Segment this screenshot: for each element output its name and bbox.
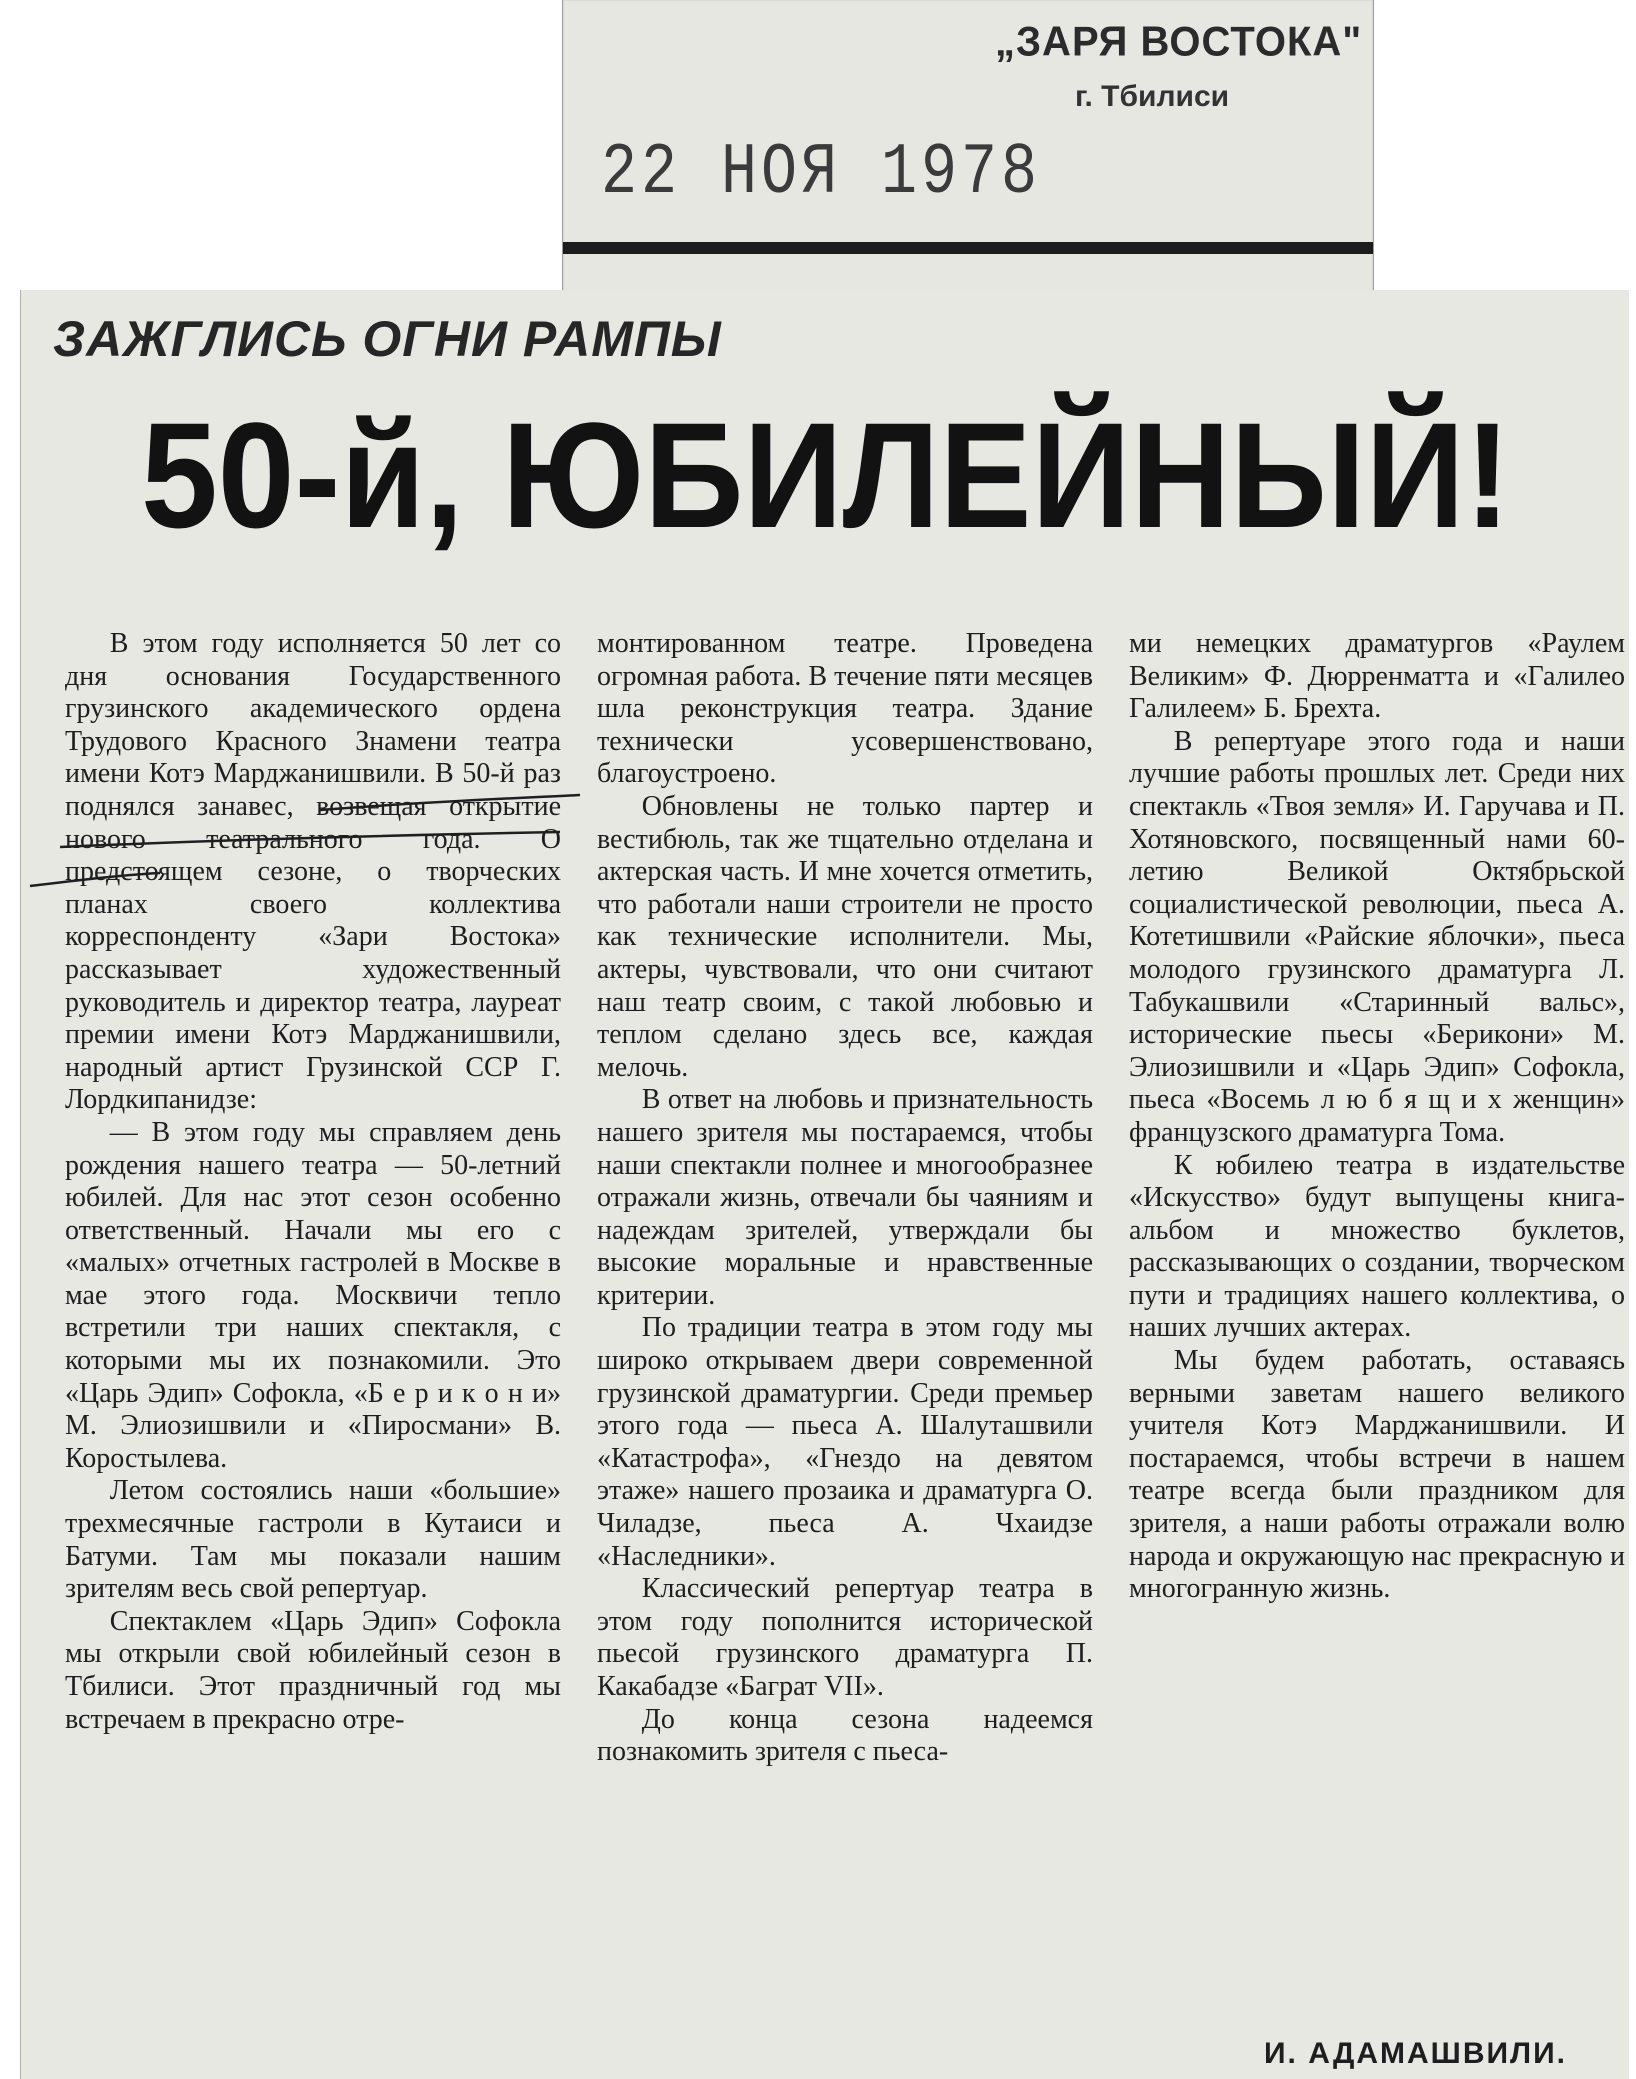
paragraph: — В этом году мы справляем день рождения нашего театра — 50-летний юбилей. Для нас этот сезон особенно ответственный. Начали мы его с «малых» отчетных гастролей в Москве в мае этого года. Москвичи тепло встретили три наших спектакля, с которыми мы их познакомили. Это «Царь Эдип» Софокла, «Б е р и к о н и» М. Элиозишвили и «Пиросмани» В. Коростылева. [65,1116,561,1474]
article-column-3 [1129,628,1625,2058]
paragraph: В репертуаре этого года и наши лучшие работы прошлых лет. Среди них спектакль «Твоя земля» И. Гаручава и П. Хотяновского, посвященный нами 60-летию Великой Октябрьской социалистической революции, пьеса А. Котетишвили «Райские яблочки», пьеса молодого грузинского драматурга Л. Табукашвили «Старинный вальс», исторические пьесы «Берикони» М. Элиозишвили и «Царь Эдип» Софокла, пьеса «Восемь л ю б я щ и х женщин» французского драматурга Тома. [1129,725,1625,1148]
paragraph: монтированном театре. Проведена огромная работа. В течение пяти месяцев шла реконструкция театра. Здание технически усовершенствовано, благоустроено. [597,628,1093,790]
paragraph: Обновлены не только партер и вестибюль, так же тщательно отделана и актерская часть. И мне хочется отметить, что работали наши строители не просто как технические исполнители. Мы, актеры, чувствовали, что они считают наш театр своим, с такой любовью и теплом сделано здесь все, каждая мелочь. [597,790,1093,1083]
stamp-city: г. Тбилиси [1075,80,1230,113]
stamp-date: 22 НОЯ 1978 [601,133,1042,215]
paragraph: Мы будем работать, оставаясь верными заветам нашего великого учителя Котэ Марджанишвили. И постараемся, чтобы встречи в нашем театре всегда были праздником для зрителя, а наши работы отражали волю народа и окружающую нас прекрасную и многогранную жизнь. [1129,1345,1625,1605]
paragraph: К юбилею театра в издательстве «Искусство» будут выпущены книга-альбом и множество буклетов, рассказывающих о создании, творческом пути и традициях нашего коллектива, о наших лучших актерах. [1129,1149,1625,1344]
stamp-newspaper-name: „ЗАРЯ ВОСТОКА" [995,18,1363,66]
article-columns [65,628,1625,2058]
author-signature: И. АДАМАШВИЛИ. [1263,2037,1567,2070]
paragraph: В ответ на любовь и признательность нашего зрителя мы постараемся, чтобы наши спектакли полнее и многообразнее отражали жизнь, отвечали бы чаяниям и надеждам зрителей, утверждали бы высокие моральные и нравственные критерии. [597,1084,1093,1311]
paragraph: Спектаклем «Царь Эдип» Софокла мы открыли свой юбилейный сезон в Тбилиси. Этот праздничный год мы встречаем в прекрасно отре- [65,1605,561,1735]
paragraph: До конца сезона надеемся познакомить зрителя с пьеса- [597,1703,1093,1768]
stamp-divider [563,242,1373,254]
paragraph: По традиции театра в этом году мы широко открываем двери современной грузинской драматургии. Среди премьер этого года — пьеса А. Шалуташвили «Катастрофа», «Гнездо на девятом этаже» нашего прозаика и драматурга О. Чиладзе, пьеса А. Чхаидзе «Наследники». [597,1312,1093,1572]
article-column-1 [65,628,561,2058]
paragraph: В этом году исполняется 50 лет со дня основания Государственного грузинского академического ордена Трудового Красного Знамени театра имени Котэ Марджанишвили. В 50-й раз поднялся занавес, возвещая открытие нового театрального года. О предстоящем сезоне, о творческих планах своего коллектива корреспонденту «Зари Востока» рассказывает художественный руководитель и директор театра, лауреат премии имени Котэ Марджанишвили, народный артист Грузинской ССР Г. Лордкипанидзе: [65,628,561,1116]
article-headline: 50-й, ЮБИЛЕЙНЫЙ! [141,391,1511,559]
paragraph: ми немецких драматургов «Раулем Великим» Ф. Дюрренматта и «Галилео Галилеем» Б. Брехта. [1129,628,1625,725]
article-column-2 [597,628,1093,2058]
article-clipping [20,290,1629,2079]
paragraph: Летом состоялись наши «большие» трехмесячные гастроли в Кутаиси и Батуми. Там мы показали нашим зрителям весь свой репертуар. [65,1475,561,1605]
article-rubric: ЗАЖГЛИСЬ ОГНИ РАМПЫ [53,311,722,367]
paragraph: Классический репертуар театра в этом году пополнится исторической пьесой грузинского драматурга П. Какабадзе «Баграт VII». [597,1573,1093,1702]
newspaper-stamp [562,0,1374,296]
